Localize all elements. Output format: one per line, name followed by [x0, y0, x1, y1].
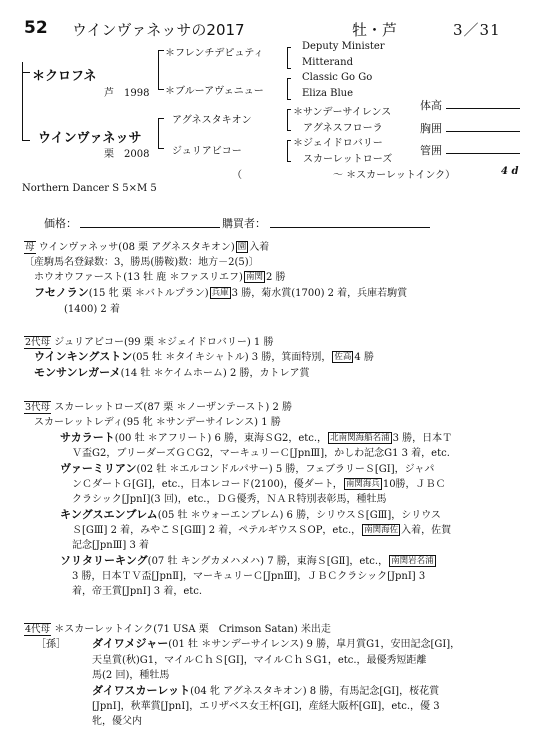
- sire-dam: ＊ブルーアヴェニュー: [165, 86, 264, 97]
- dam-sire: アグネスタキオン: [172, 115, 252, 126]
- list-item: ウインキングストン(05 牡 ＊タイキシャトル) 3 勝，箕面特別， 佐高 4 勝: [34, 350, 374, 363]
- height-field[interactable]: [446, 108, 520, 109]
- list-item: (1400) 2 着: [64, 304, 120, 315]
- grandchild-tag: ［孫］: [36, 639, 66, 650]
- list-item: 記念[JpnⅢ] 3 着: [72, 540, 150, 551]
- dd-sire: ＊ジェイドロバリー: [293, 138, 383, 149]
- list-item: Ｓ[GⅢ] 2 着，みやこＳ[GⅢ] 2 着，ペテルギウスＳOP，etc.， 南関海佐 入着，佐賀: [72, 525, 452, 536]
- list-item: 天皇賞(秋)G1，マイルＣｈＳ[GⅠ]，マイルＣｈＳG1，etc.，最優秀短距離: [92, 655, 427, 666]
- list-item: サカラート(00 牡 ＊アフリート) 6 勝，東海ＳG2，etc.， 北南関海船名浦 3 勝，日本Ｔ: [60, 431, 453, 444]
- girth-field[interactable]: [446, 131, 520, 132]
- fourth-dam-tag: 4代母: [25, 624, 51, 635]
- dam-dam: ジュリアビコー: [172, 146, 242, 157]
- price-label: 価格：: [44, 217, 77, 230]
- dam-tag: 母: [25, 242, 35, 253]
- birth-date: 3／31: [453, 21, 501, 39]
- inbreeding: Northern Dancer S 5×M 5: [22, 183, 157, 194]
- list-item: ダイワスカーレット(04 牝 アグネスタキオン) 8 勝，有馬記念[GⅠ]，桜花賞: [92, 684, 440, 697]
- list-item: 3 勝，日本ＴＶ盃[JpnⅡ]，マーキュリーＣ[JpnⅢ]，ＪＢＣクラシック[JpnⅠ] 3: [72, 571, 426, 582]
- fourth-dam-section: 4代母 ＊スカーレットインク(71 USA 栗 Crimson Satan) 米出走 ［孫］ ダイワメジャー(01 牡 ＊サンデーサイレンス) 9 勝，皐月賞G1，安田記念[GⅠ]， 天皇賞(秋)G1，マイルＣｈＳ[GⅠ]，マイルＣｈＳG1，etc.，最優秀短距離 馬(2 回)，種牡馬 ダイワスカーレット(04 牝 アグネスタキオン) 8 勝，有馬記念[GⅠ]，桜花賞 [JpnⅠ]，秋華賞[JpnⅠ]，エリザベス女王杯[GⅠ]，産経大阪杯[GⅡ]，etc.，優 3 牝，優父内: [25, 624, 461, 727]
- dam-name: ウインヴァネッサ: [38, 131, 142, 146]
- sex-color: 牡・芦: [352, 21, 398, 39]
- cannon-field[interactable]: [446, 153, 520, 154]
- girth-label: 胸囲: [420, 122, 442, 135]
- family-open: （: [232, 170, 242, 181]
- ds-sire: ＊サンデーサイレンス: [293, 107, 392, 118]
- list-item: フセノラン(15 牝 栗 ＊バトルプラン) 兵庫 3 勝，菊水賞(1700) 2 着，兵庫若駒賞: [34, 286, 408, 299]
- price-field[interactable]: [80, 227, 220, 228]
- ss-dam: Mitterand: [302, 57, 353, 68]
- list-item: モンサンレガーメ(14 牡 ＊ケイムホーム) 2 勝，カトレア賞: [34, 366, 310, 379]
- list-item: Ｖ盃G2，ブリーダーズＧＣG2，マーキュリーＣ[JpnⅢ]，かしわ記念G1 3 着，etc.: [72, 448, 450, 459]
- family-line: ～ ＊スカーレットインク）: [333, 170, 456, 181]
- dam-color-year: 栗 2008: [104, 149, 150, 160]
- buyer-field[interactable]: [270, 227, 430, 228]
- list-item: ンＣダートＧ[GⅠ]，etc.，日本レコード(2100)，優ダート， 南関海兵 10勝，ＪＢＣ: [72, 479, 446, 490]
- third-dam-tag: 3代母: [25, 402, 51, 413]
- cannon-label: 管囲: [420, 144, 442, 157]
- list-item: ヴァーミリアン(02 牡 ＊エルコンドルパサー) 5 勝，フェブラリーＳ[GⅠ]，ジャパ: [60, 462, 435, 475]
- list-item: ソリタリーキング(07 牡 キングカメハメハ) 7 勝，東海Ｓ[GⅡ]，etc.， 南関岩名浦: [60, 554, 434, 567]
- dd-dam: スカーレットローズ: [303, 154, 393, 165]
- sire-color-year: 芦 1998: [104, 88, 150, 99]
- family-number: 4 d: [501, 166, 519, 177]
- second-dam-tag: 2代母: [25, 337, 51, 348]
- list-item: 馬(2 回)，種牡馬: [92, 670, 170, 681]
- buyer-label: 購買者：: [222, 217, 266, 230]
- list-item: [JpnⅠ]，秋華賞[JpnⅠ]，エリザベス女王杯[GⅠ]，産経大阪杯[GⅡ]，etc.，優 3: [92, 701, 440, 712]
- list-item: クラシック[JpnⅠ](3 回)，etc.，ＤＧ優秀，ＮＡＲ特別表彰馬，種牡馬: [72, 494, 387, 505]
- ds-dam: アグネスフローラ: [303, 123, 383, 134]
- list-item: キングスエンブレム(05 牡 ＊ウォーエンブレム) 6 勝，シリウスＳ[GⅢ]，シリウス: [60, 508, 441, 521]
- sire-sire: ＊フレンチデピュティ: [165, 48, 264, 59]
- dam-produce-summary: 〔産駒馬名登録数：3，勝馬(勝鞍)数：地方－2(5)〕: [24, 257, 259, 268]
- dam-section: 母 ウインヴァネッサ(08 栗 アグネスタキオン) 園 入着 〔産駒馬名登録数：3，勝馬(勝鞍)数：地方－2(5)〕 ホウオウファースト(13 牡 鹿 ＊ファスリエフ) 南関 2 勝 フセノラン(15 牝 栗 ＊バトルプラン) 兵庫 3 勝，菊水賞(1700) 2 着，兵庫若駒賞 (1400) 2 着: [24, 242, 408, 315]
- height-label: 体高: [420, 99, 442, 112]
- third-dam-section: 3代母 スカーレットローズ(87 栗 ＊ノーザンテースト) 2 勝 スカーレットレディ(95 牝 ＊サンデーサイレンス) 1 勝 サカラート(00 牡 ＊アフリート) 6 勝，東海ＳG2，etc.， 北南関海船名浦 3 勝，日本Ｔ Ｖ盃G2，ブリーダーズＧＣG2，マーキュリーＣ[JpnⅢ]，かしわ記念G1 3 着，etc. ヴァーミリアン(02 牡 ＊エルコンドルパサー) 5 勝，フェブラリーＳ[GⅠ]，ジャパ ンＣダートＧ[GⅠ]，etc.，日本レコード(2100)，優ダート， 南関海兵 10勝，ＪＢＣ クラシック[JpnⅠ](3 回)，etc.，ＤＧ優秀，ＮＡＲ特別表彰馬，種牡馬 キングスエンブレム(05 牡 ＊ウォーエンブレム) 6 勝，シリウスＳ[GⅢ]，シリウス Ｓ[GⅢ] 2 着，みやこＳ[GⅢ] 2 着，ペテルギウスＳOP，etc.， 南関海佐 入着，佐賀 記念[JpnⅢ] 3 着 ソリタリーキング(07 牡 キングカメハメハ) 7 勝，東海Ｓ[GⅡ]，etc.， 南関岩名浦 3 勝，日本ＴＶ盃[JpnⅡ]，マーキュリーＣ[JpnⅢ]，ＪＢＣクラシック[JpnⅠ] 3 着，帝王賞[JpnⅠ] 3 着，etc.: [25, 402, 453, 597]
- sd-sire: Classic Go Go: [302, 72, 373, 83]
- second-dam-section: 2代母 ジュリアビコー(99 栗 ＊ジェイドロバリー) 1 勝 ウインキングストン(05 牡 ＊タイキシャトル) 3 勝，箕面特別， 佐高 4 勝 モンサンレガーメ(14 牡 ＊ケイムホーム) 2 勝，カトレア賞: [25, 337, 374, 379]
- list-item: 着，帝王賞[JpnⅠ] 3 着，etc.: [72, 586, 203, 597]
- list-item: 牝，優父内: [92, 716, 142, 727]
- sd-dam: Eliza Blue: [302, 88, 354, 99]
- ss-sire: Deputy Minister: [302, 41, 385, 52]
- lot-number: 52: [24, 18, 48, 38]
- list-item: スカーレットレディ(95 牝 ＊サンデーサイレンス) 1 勝: [34, 417, 281, 428]
- list-item: ホウオウファースト(13 牡 鹿 ＊ファスリエフ) 南関 2 勝: [34, 272, 286, 283]
- sire-name: ＊クロフネ: [32, 69, 97, 84]
- list-item: ダイワメジャー(01 牡 ＊サンデーサイレンス) 9 勝，皐月賞G1，安田記念[GⅠ]，: [92, 637, 461, 650]
- horse-name: ウインヴァネッサの2017: [72, 21, 245, 39]
